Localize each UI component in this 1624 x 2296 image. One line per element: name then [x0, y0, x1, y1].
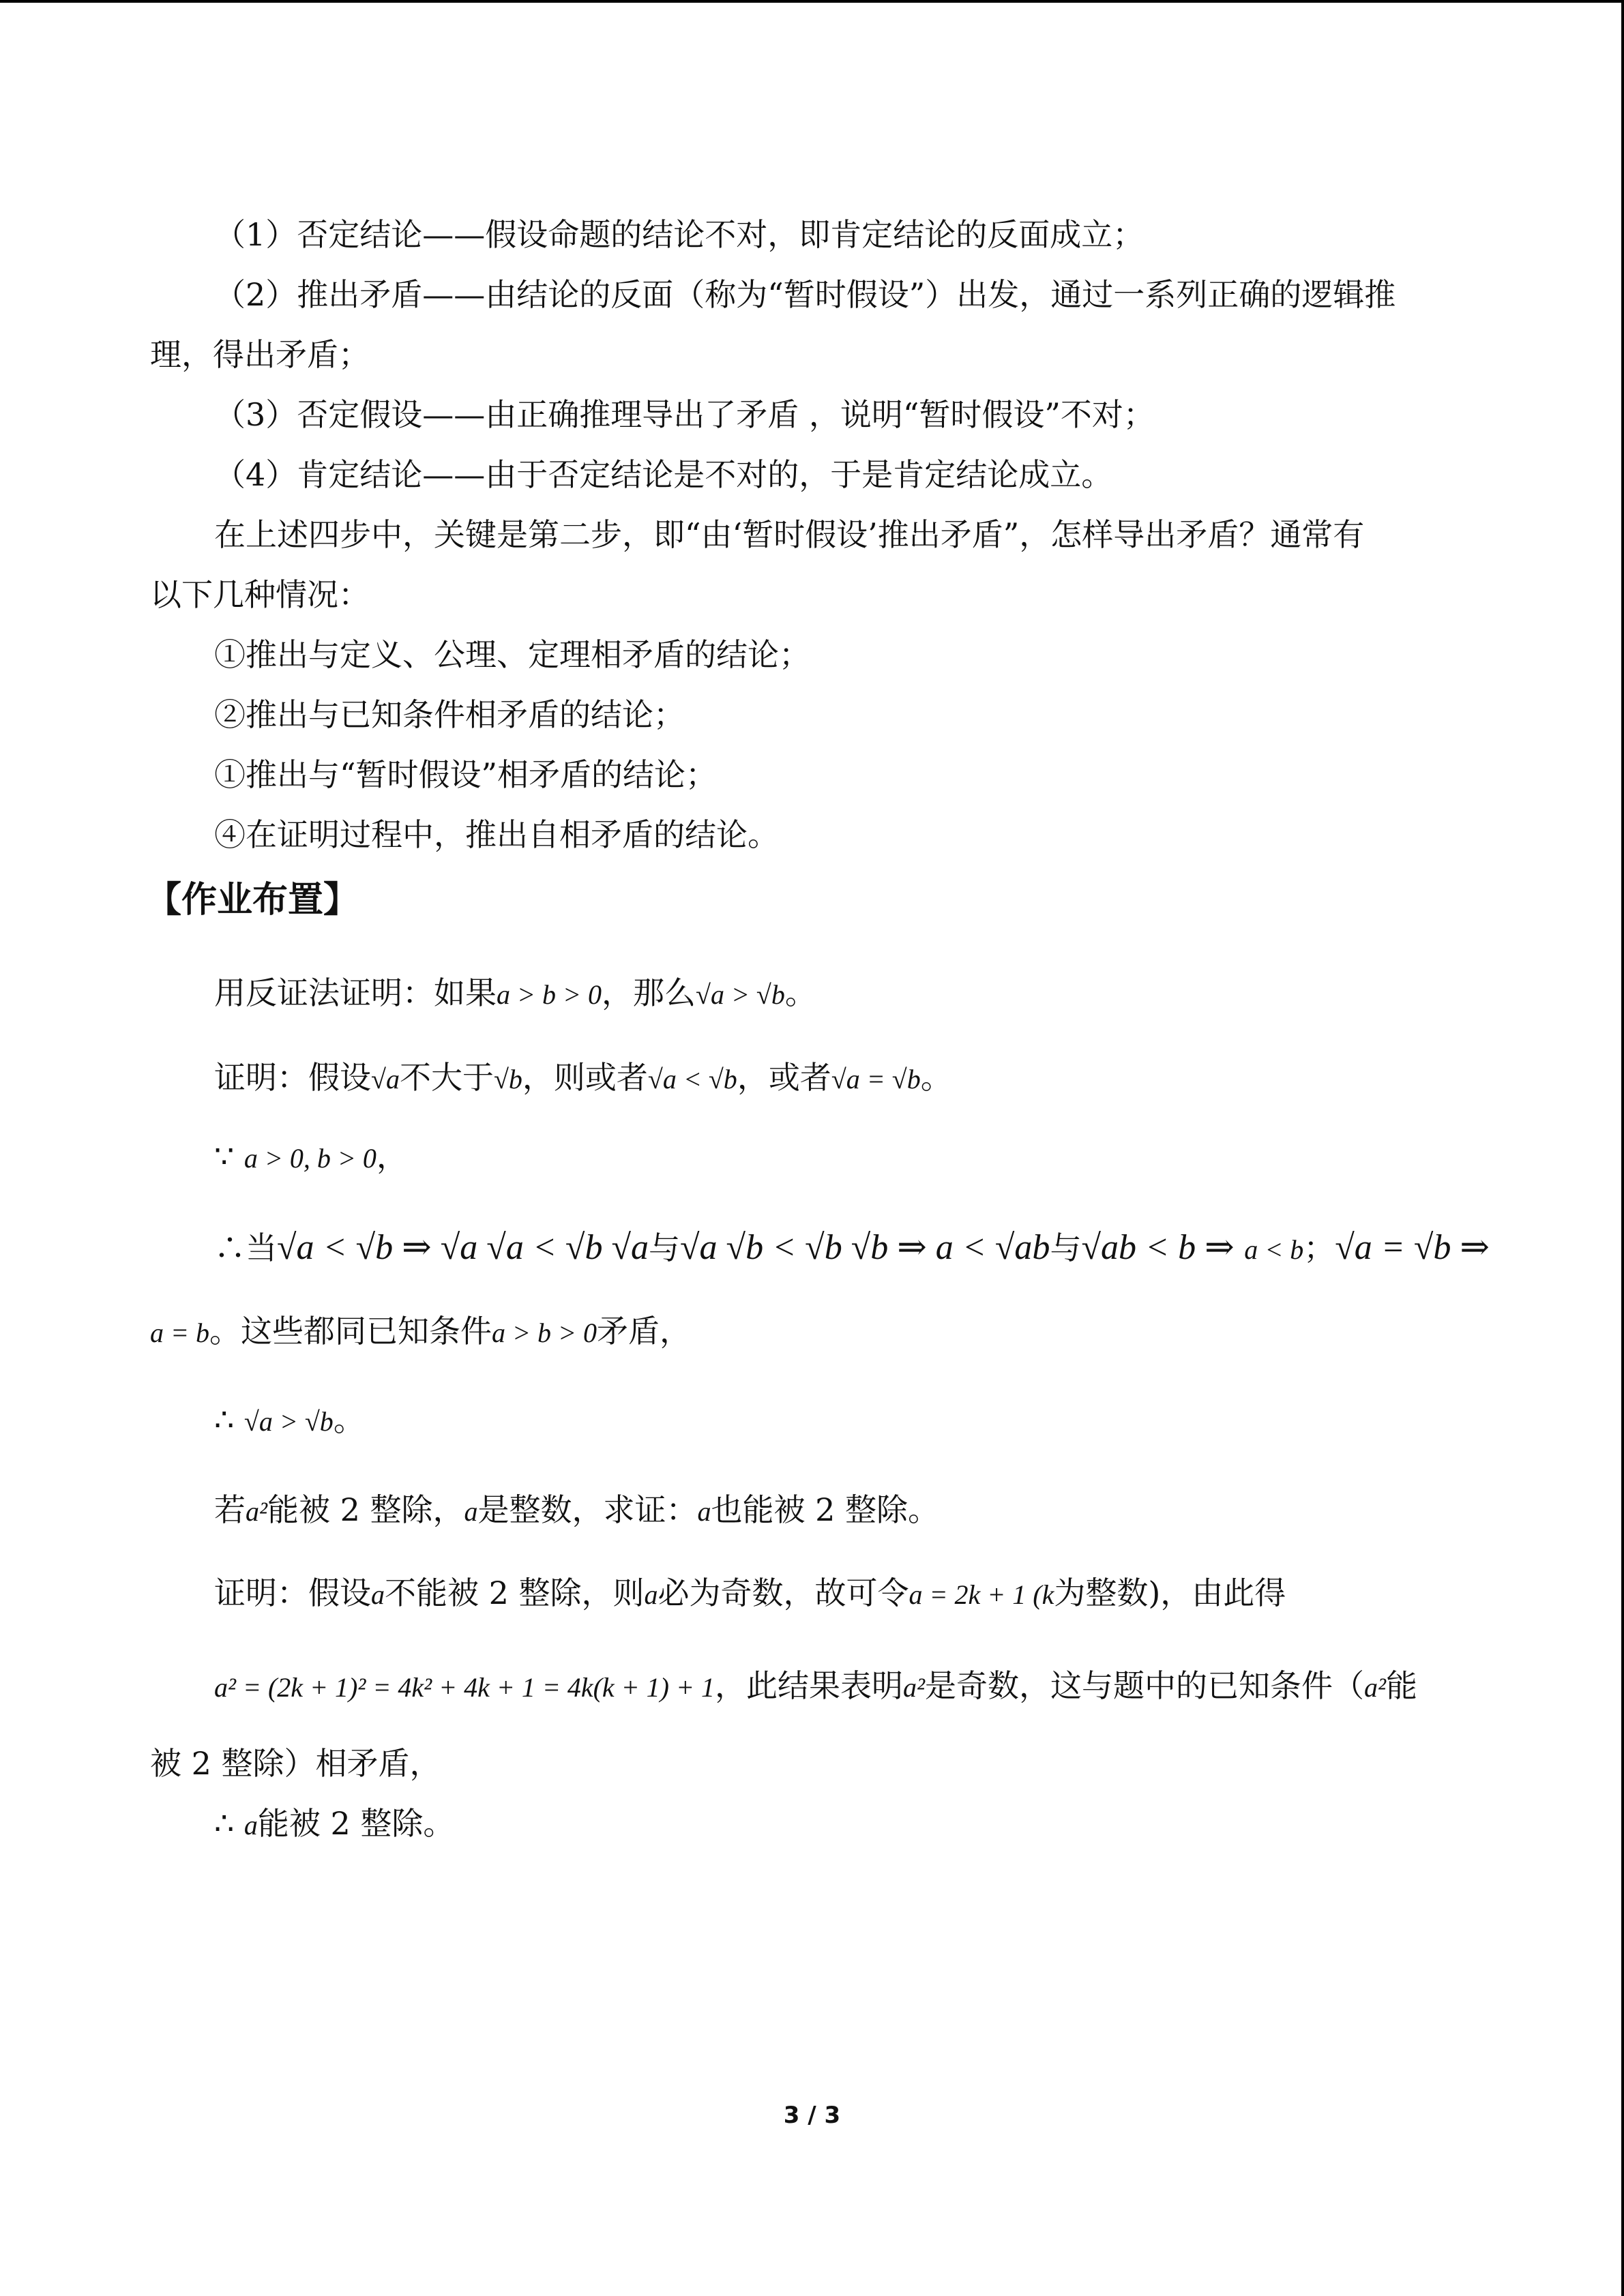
text: 用反证法证明：如果: [214, 974, 497, 1011]
text: 能: [1385, 1667, 1417, 1704]
therefore-symbol: ∴: [214, 1401, 235, 1438]
math-expansion: a² = (2k + 1)² = 4k² + 4k + 1 = 4k(k + 1) + 1: [214, 1672, 715, 1703]
math-odd-form: a = 2k + 1 (: [909, 1579, 1042, 1610]
math-a-less-b: a < b: [1244, 1234, 1304, 1265]
math-a: a: [644, 1579, 658, 1610]
math-derivation-3: √ab < b ⇒: [1081, 1228, 1235, 1267]
math-a: a: [697, 1496, 711, 1527]
text: 也能被 2 整除。: [711, 1491, 940, 1528]
step-2-line-1: （2）推出矛盾——由结论的反面（称为“暂时假设”）出发，通过一系列正确的逻辑推: [214, 276, 1396, 313]
text: 与: [1050, 1229, 1082, 1266]
math-a-equal-b: a = b: [150, 1317, 209, 1348]
therefore-when: ∴当: [214, 1229, 277, 1266]
case-1: ①推出与定义、公理、定理相矛盾的结论；: [214, 636, 810, 673]
problem1-statement: [0, 960, 1624, 1026]
text: 能被 2 整除，: [267, 1491, 464, 1528]
text: 矛盾，: [596, 1313, 691, 1350]
math-conclusion: √a > √b: [243, 1406, 334, 1437]
text: ，: [376, 1138, 408, 1175]
page-number: 3 / 3: [783, 2102, 841, 2129]
text: 能被 2 整除。: [257, 1805, 455, 1842]
homework-heading: 【作业布置】: [146, 880, 359, 921]
step-1: （1）否定结论——假设命题的结论不对，即肯定结论的反面成立；: [214, 216, 1145, 253]
problem2-contradiction: 被 2 整除）相矛盾，: [150, 1745, 441, 1782]
math-sqrt-b: √b: [493, 1064, 522, 1094]
problem2-proof: [0, 1560, 1624, 1626]
problem1-since: [0, 1124, 1624, 1189]
text: 不能被 2 整除，则: [385, 1575, 645, 1611]
text: 为整数)，由此得: [1054, 1575, 1286, 1611]
text: 。: [920, 1059, 952, 1096]
text: 证明：假设: [214, 1575, 371, 1611]
math-derivation-4: √a = √b ⇒: [1335, 1228, 1490, 1267]
top-border: [0, 0, 1624, 3]
problem2-conclusion: [0, 1791, 1624, 1856]
step-3: （3）否定假设——由正确推理导出了矛盾 ，说明“暂时假设”不对；: [214, 396, 1155, 433]
key-step-line-1: 在上述四步中，关键是第二步，即“由‘暂时假设’推出矛盾”，怎样导出矛盾？通常有: [214, 516, 1365, 553]
step-2-line-2: 理，得出矛盾；: [150, 336, 370, 373]
text: ；: [1303, 1229, 1335, 1266]
problem1-derivation: [0, 1215, 1624, 1281]
problem1-contradiction: [0, 1298, 1624, 1364]
text: 。这些都同已知条件: [209, 1313, 492, 1350]
math-equal: √a = √b: [831, 1064, 921, 1094]
math-condition: a > b > 0: [497, 979, 602, 1010]
math-conclusion: √a > √b: [695, 979, 785, 1010]
text: 若: [214, 1491, 246, 1528]
text: 证明：假设: [214, 1059, 371, 1096]
problem2-equation: [0, 1653, 1624, 1718]
math-sqrt-a: √a: [371, 1064, 400, 1094]
math-less: √a < √b: [647, 1064, 737, 1094]
text: 与: [648, 1229, 680, 1266]
math-a-squared: a²: [246, 1496, 267, 1527]
text: 。: [784, 974, 816, 1011]
text: 。: [333, 1401, 365, 1438]
problem1-proof-assumption: [0, 1045, 1624, 1110]
therefore-symbol: ∴: [214, 1805, 235, 1842]
case-3: ①推出与“暂时假设”相矛盾的结论；: [214, 756, 718, 793]
math-condition: a > b > 0: [492, 1317, 597, 1348]
math-derivation-2: √a √b < √b √b ⇒ a < √ab: [679, 1228, 1050, 1267]
key-step-line-2: 以下几种情况：: [150, 576, 370, 613]
text: 是奇数，这与题中的已知条件（: [924, 1667, 1364, 1704]
math-a-squared: a²: [902, 1672, 925, 1703]
text: 是整数，求证：: [477, 1491, 698, 1528]
text: ，此结果表明: [714, 1667, 903, 1704]
text: ，那么: [601, 974, 696, 1011]
step-4: （4）肯定结论——由于否定结论是不对的，于是肯定结论成立。: [214, 456, 1113, 493]
math-a: a: [371, 1579, 385, 1610]
problem2-statement: [0, 1477, 1624, 1542]
math-positive: a > 0, b > 0: [243, 1143, 377, 1174]
text: 必为奇数，故可令: [658, 1575, 909, 1611]
text: 不大于: [399, 1059, 494, 1096]
math-k: k: [1042, 1579, 1054, 1610]
text: ，则或者: [522, 1059, 648, 1096]
math-derivation-1: √a < √b ⇒ √a √a < √b √a: [277, 1228, 649, 1267]
math-a-squared: a²: [1363, 1672, 1386, 1703]
case-2: ②推出与已知条件相矛盾的结论；: [214, 696, 685, 733]
problem1-conclusion: [0, 1387, 1624, 1452]
because-symbol: ∵: [214, 1138, 235, 1175]
math-a: a: [464, 1496, 478, 1527]
case-4: ④在证明过程中，推出自相矛盾的结论。: [214, 816, 779, 853]
math-a: a: [243, 1810, 258, 1840]
text: ，或者: [737, 1059, 831, 1096]
